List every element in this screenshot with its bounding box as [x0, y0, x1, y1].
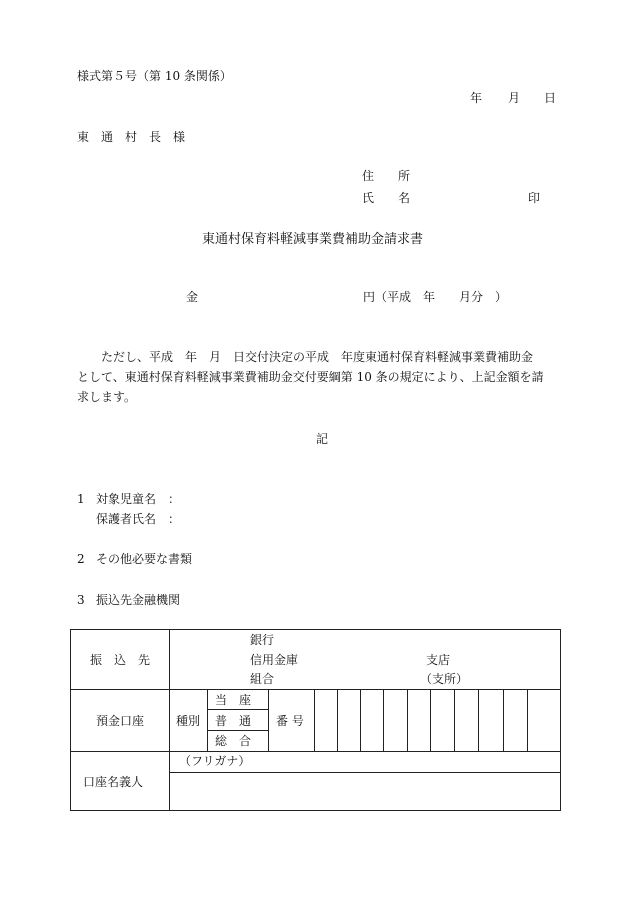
- yokin-koza-label: 預金口座: [96, 714, 145, 728]
- form-number: 様式第５号（第 10 条関係）: [77, 69, 232, 83]
- addressee: 東 通 村 長 様: [77, 130, 186, 144]
- body-line-1: ただし、平成 年 月 日交付決定の平成 年度東通村保育料軽減事業費補助金: [101, 350, 534, 364]
- item-3-label: 振込先金融機関: [96, 593, 181, 607]
- item-3-number: 3: [77, 593, 85, 607]
- digit-box-9: [527, 689, 528, 751]
- type-divider-2: [208, 730, 268, 731]
- name-label: 氏 名: [362, 191, 411, 205]
- shisho-label: （支所）: [420, 672, 469, 686]
- digit-box-3: [383, 689, 384, 751]
- page-title: 東通村保育料軽減事業費補助金請求書: [202, 232, 424, 247]
- sogo-option: 総 合: [215, 734, 252, 748]
- row-divider-1: [71, 689, 560, 690]
- digit-box-4: [407, 689, 408, 751]
- shiten-label: 支店: [426, 653, 451, 667]
- shubetsu-label: 種別: [176, 714, 201, 728]
- ki-heading: 記: [316, 432, 329, 446]
- label-column-divider: [169, 630, 170, 810]
- shubetsu-divider: [207, 689, 208, 751]
- furigana-divider: [169, 772, 560, 773]
- touza-option: 当 座: [215, 693, 252, 707]
- item-1-number: 1: [77, 492, 85, 506]
- body-line-3: 求します。: [77, 390, 137, 404]
- amount-yen-period: 円（平成 年 月分 ）: [363, 290, 508, 304]
- digit-box-1: [337, 689, 338, 751]
- futsu-option: 普 通: [215, 714, 252, 728]
- item-1b-label: 保護者氏名 ：: [96, 512, 181, 526]
- furikomisaki-label: 振 込 先: [90, 653, 151, 667]
- type-divider: [268, 689, 269, 751]
- kumiai-label: 組合: [250, 672, 275, 686]
- furigana-label: （フリガナ）: [179, 754, 251, 768]
- digit-box-2: [360, 689, 361, 751]
- date-month-label: 月: [508, 91, 521, 105]
- digit-box-7: [478, 689, 479, 751]
- seal-mark: 印: [528, 191, 541, 205]
- body-line-2: として、東通村保育料軽減事業費補助金交付要綱第 10 条の規定により、上記金額を請: [77, 370, 544, 384]
- item-1-label: 対象児童名 ：: [96, 492, 181, 506]
- bango-label: 番 号: [276, 714, 304, 728]
- type-divider-1: [208, 709, 268, 710]
- digit-box-6: [454, 689, 455, 751]
- number-divider: [314, 689, 315, 751]
- date-year-label: 年: [470, 91, 483, 105]
- row-divider-2: [71, 751, 560, 752]
- shinkin-label: 信用金庫: [250, 653, 299, 667]
- item-2-label: その他必要な書類: [96, 552, 193, 566]
- bank-account-table: [70, 629, 561, 811]
- digit-box-8: [503, 689, 504, 751]
- koza-meigi-label: 口座名義人: [83, 775, 144, 789]
- item-2-number: 2: [77, 552, 85, 566]
- bank-label: 銀行: [250, 633, 275, 647]
- date-day-label: 日: [544, 91, 557, 105]
- amount-kin: 金: [186, 290, 199, 304]
- address-label: 住 所: [362, 169, 411, 183]
- digit-box-5: [430, 689, 431, 751]
